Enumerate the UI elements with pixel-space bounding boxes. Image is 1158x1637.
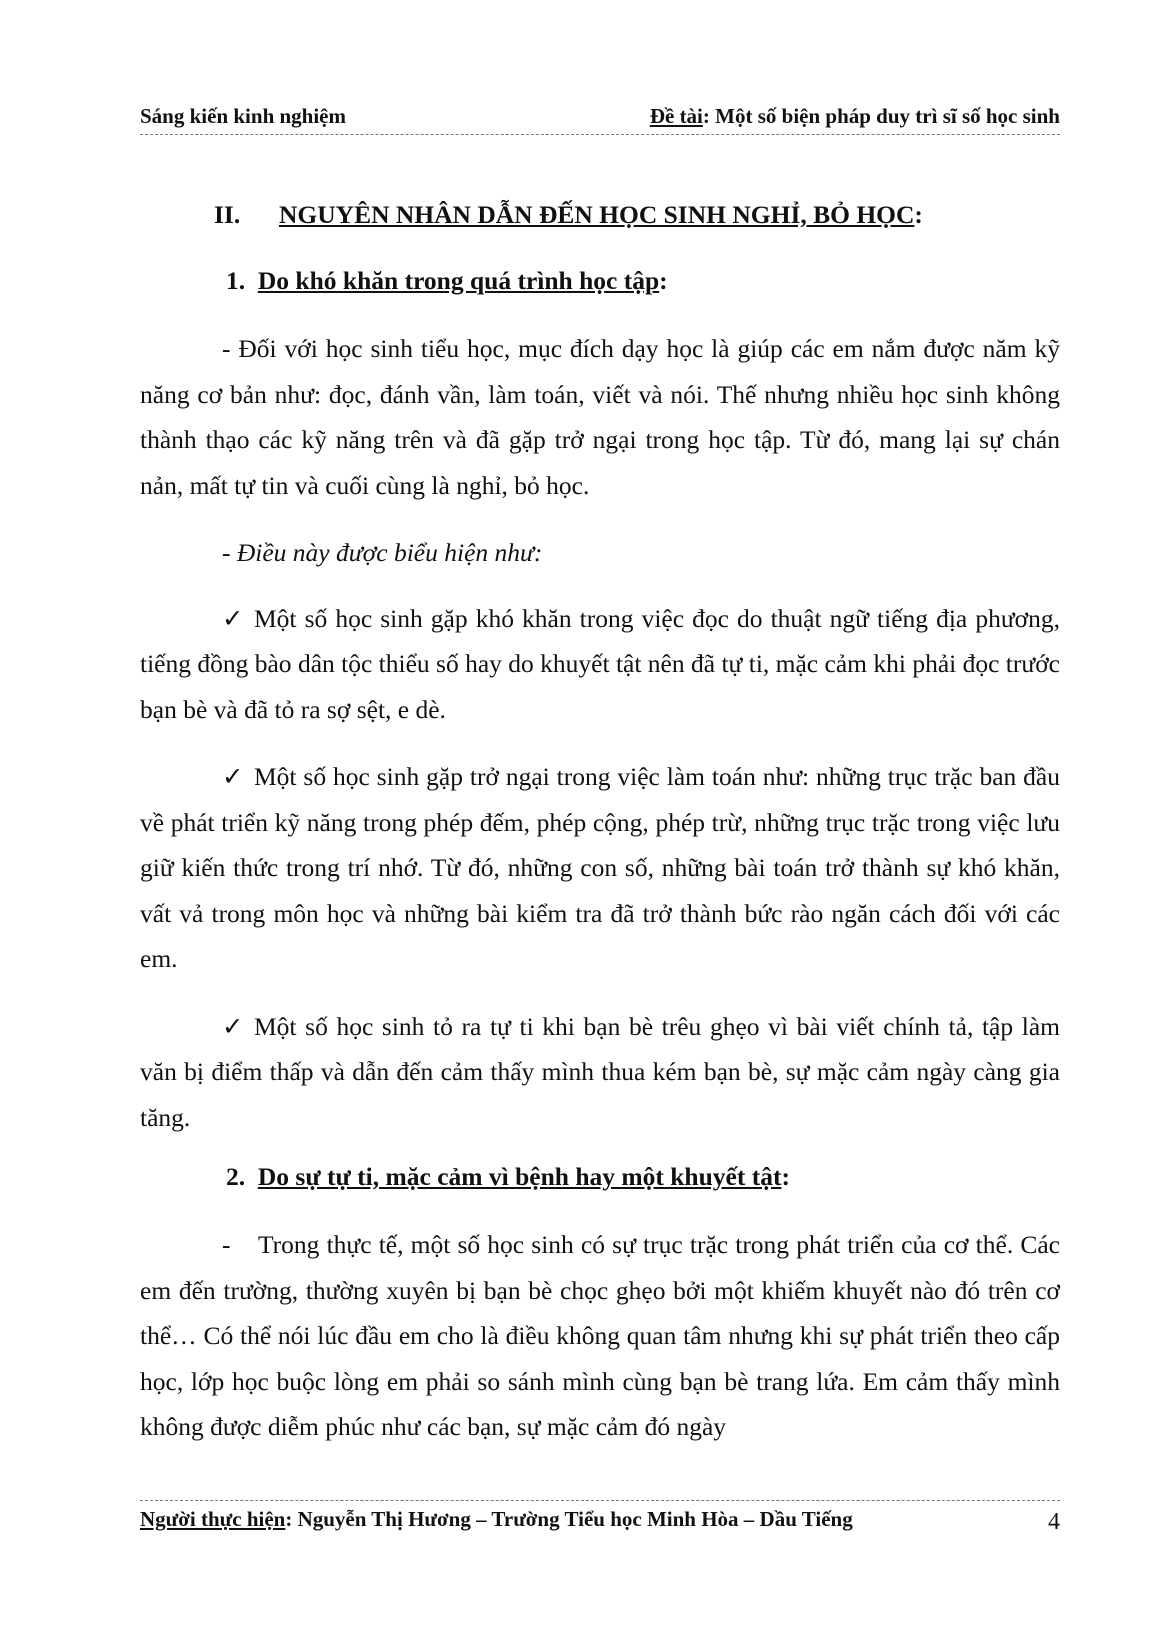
section-title: NGUYÊN NHÂN DẪN ĐẾN HỌC SINH NGHỈ, BỎ HỌC	[279, 200, 915, 229]
subsection-2-heading	[226, 1162, 1060, 1192]
header-left-title: Sáng kiến kinh nghiệm	[140, 104, 347, 128]
check-bullet-2	[140, 754, 1060, 982]
paragraph-intro: - Đối với học sinh tiểu học, mục đích dạy học là giúp các em nắm được năm kỹ năng cơ bản như: đọc, đánh vần, làm toán, viết và nói. Thế nhưng nhiều học sinh không thành thạo các kỹ năng trên và đã gặp trở ngại trong học tập. Từ đó, mang lại sự chán nản, mất tự tin và cuối cùng là nghỉ, bỏ học.	[140, 334, 1060, 500]
check-bullet-3-text: Một số học sinh tỏ ra tự ti khi bạn bè trêu ghẹo vì bài viết chính tả, tập làm văn bị điểm thấp và dẫn đến cảm thấy mình thua kém bạn bè, sự mặc cảm ngày càng gia tăng.	[140, 1011, 1060, 1132]
page-header	[140, 104, 1060, 135]
checkmark-icon: ✓	[222, 1011, 244, 1041]
subsection-2-suffix: :	[781, 1162, 790, 1191]
footer-author-text: : Nguyễn Thị Hương – Trường Tiểu học Minh Hòa – Dầu Tiếng	[285, 1507, 853, 1531]
subsection-2-number: 2.	[226, 1162, 246, 1191]
subsection-1-number: 1.	[226, 266, 246, 295]
subsection-1-heading	[226, 266, 1060, 296]
subsection-1-suffix: :	[659, 266, 668, 295]
paragraph-italic-lead: - Điều này được biểu hiện như:	[222, 538, 543, 567]
checkmark-icon: ✓	[222, 762, 244, 791]
section-number: II.	[214, 200, 241, 229]
check-bullet-1	[140, 596, 1060, 733]
check-bullet-1-text: Một số học sinh gặp khó khăn trong việc đọc do thuật ngữ tiếng địa phương, tiếng đồng bào dân tộc thiểu số hay do khuyết tật nên đã tự ti, mặc cảm khi phải đọc trước bạn bè và đã tỏ ra sợ sệt, e dè.	[140, 603, 1060, 724]
document-body	[140, 200, 1060, 1472]
section-suffix: :	[914, 200, 923, 229]
subsection-1-title: Do khó khăn trong quá trình học tập	[257, 266, 660, 295]
header-topic-label: Đề tài	[649, 104, 703, 128]
footer-author-label: Người thực hiện	[140, 1507, 286, 1531]
paragraph-subsection-2	[140, 1222, 1060, 1450]
checkmark-icon: ✓	[222, 603, 244, 633]
page-footer	[140, 1500, 1060, 1535]
page-number: 4	[1048, 1509, 1060, 1535]
dash-marker: -	[222, 1230, 231, 1259]
check-bullet-3	[140, 1004, 1060, 1141]
paragraph-subsection-2-text: Trong thực tế, một số học sinh có sự trục trặc trong phát triển của cơ thể. Các em đến trường, thường xuyên bị bạn bè chọc ghẹo bởi một khiếm khuyết nào đó trên cơ thể… Có thể nói lúc đầu em cho là điều không quan tâm nhưng khi sự phát triển theo cấp học, lớp học buộc lòng em phải so sánh mình cùng bạn bè trang lứa. Em cảm thấy mình không được diễm phúc như các bạn, sự mặc cảm đó ngày	[140, 1230, 1060, 1441]
subsection-2-title: Do sự tự ti, mặc cảm vì bệnh hay một khuyết tật	[257, 1162, 782, 1191]
header-topic	[650, 104, 1060, 129]
header-topic-text: : Một số biện pháp duy trì sĩ số học sinh	[702, 104, 1060, 128]
section-heading	[214, 200, 1060, 230]
check-bullet-2-text: Một số học sinh gặp trở ngại trong việc làm toán như: những trục trặc ban đầu về phát triển kỹ năng trong phép đếm, phép cộng, phép trừ, những trục trặc trong việc lưu giữ kiến thức trong trí nhớ. Từ đó, những con số, những bài toán trở thành sự khó khăn, vất vả trong môn học và những bài kiểm tra đã trở thành bức rào ngăn cách đối với các em.	[140, 762, 1060, 973]
